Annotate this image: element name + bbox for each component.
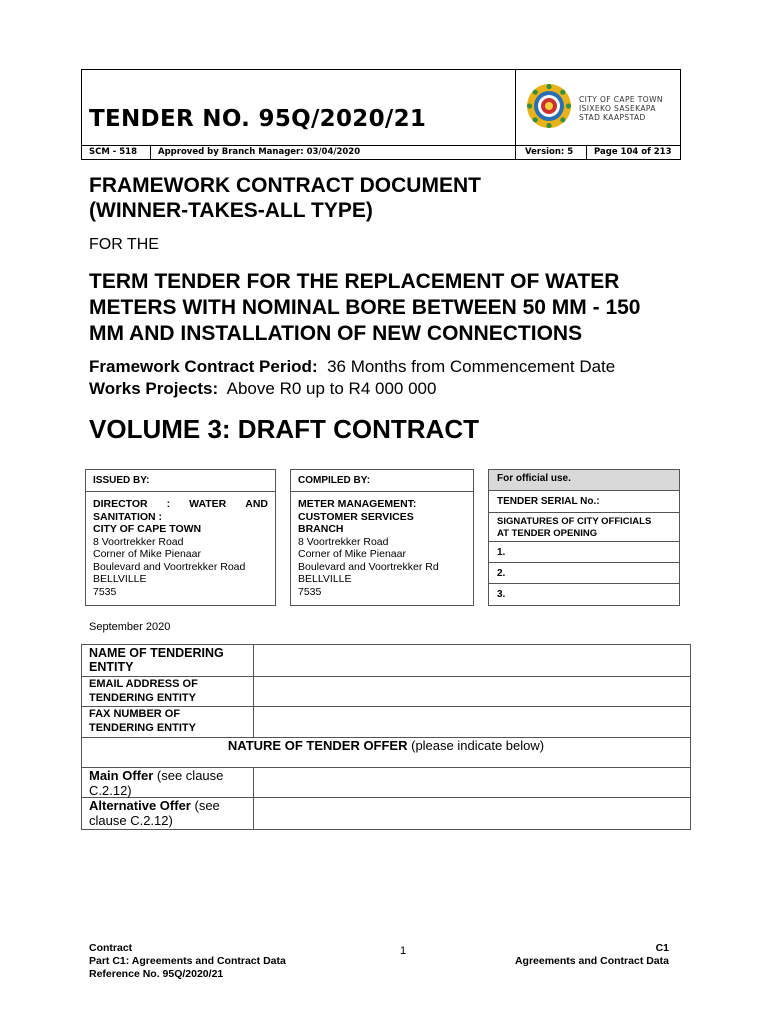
city-name-afrikaans: STAD KAAPSTAD bbox=[579, 113, 646, 122]
contract-period-value: 36 Months from Commencement Date bbox=[327, 357, 616, 376]
footer-line: Contract bbox=[89, 942, 133, 954]
address-line: Corner of Mike Pienaar bbox=[93, 548, 201, 560]
term-title-line: MM AND INSTALLATION OF NEW CONNECTIONS bbox=[89, 322, 583, 345]
tender-number: TENDER NO. 95Q/2020/21 bbox=[89, 106, 427, 132]
alternative-offer-bold: Alternative Offer bbox=[89, 798, 191, 813]
framework-title bbox=[89, 173, 481, 223]
entity-email-field[interactable] bbox=[254, 677, 690, 706]
issued-by-word: AND bbox=[245, 498, 268, 510]
address-line: Boulevard and Voortrekker Road bbox=[93, 560, 246, 573]
city-name-xhosa: ISIXEKO SASEKAPA bbox=[579, 104, 656, 113]
framework-title-line: FRAMEWORK CONTRACT DOCUMENT bbox=[89, 174, 481, 197]
alternative-offer-note: clause C.2.12) bbox=[89, 813, 173, 828]
page-number: 1 bbox=[400, 945, 407, 957]
signature-row: 2. bbox=[489, 563, 679, 584]
issued-by-word: : bbox=[166, 498, 171, 510]
nature-of-offer-heading bbox=[82, 738, 690, 753]
entity-fax-field[interactable] bbox=[254, 707, 690, 737]
contract-period-line bbox=[89, 357, 615, 377]
entity-name-label bbox=[89, 646, 224, 674]
issued-by-word: DIRECTOR bbox=[93, 498, 148, 510]
entity-fax-label bbox=[89, 708, 196, 735]
signatures-heading-line: SIGNATURES OF CITY OFFICIALS bbox=[497, 516, 652, 527]
compiled-by-box bbox=[290, 469, 474, 606]
works-projects-line bbox=[89, 379, 436, 399]
address-line: 7535 bbox=[93, 585, 117, 598]
entity-email-label bbox=[89, 678, 198, 705]
main-offer-bold: Main Offer bbox=[89, 768, 154, 783]
issued-by-line bbox=[93, 498, 268, 511]
issued-by-line: CITY OF CAPE TOWN bbox=[93, 523, 202, 535]
compiled-by-line: BRANCH bbox=[298, 523, 344, 535]
compiled-by-line: METER MANAGEMENT: bbox=[298, 498, 417, 510]
issued-by-line: SANITATION : bbox=[93, 510, 163, 523]
address-line: Corner of Mike Pienaar bbox=[298, 548, 406, 560]
address-line: BELLVILLE bbox=[93, 573, 147, 585]
label-line: FAX NUMBER OF bbox=[89, 708, 181, 720]
entity-name-field[interactable] bbox=[254, 645, 690, 676]
for-the-text: FOR THE bbox=[89, 236, 159, 253]
signatures-heading-line: AT TENDER OPENING bbox=[497, 528, 598, 539]
compiled-by-heading: COMPILED BY: bbox=[291, 470, 473, 492]
header-divider bbox=[82, 145, 680, 146]
footer-right bbox=[515, 942, 669, 968]
contract-period-label: Framework Contract Period: bbox=[89, 357, 318, 376]
term-title-line: TERM TENDER FOR THE REPLACEMENT OF WATER bbox=[89, 270, 620, 293]
tender-serial-field: TENDER SERIAL No.: bbox=[489, 491, 679, 513]
footer-line: C1 bbox=[655, 942, 669, 954]
main-offer-note: (see clause bbox=[153, 768, 224, 783]
issued-by-body bbox=[93, 498, 268, 598]
works-projects-label: Works Projects: bbox=[89, 379, 219, 398]
address-line: Boulevard and Voortrekker Rd bbox=[298, 560, 439, 573]
issued-by-word: WATER bbox=[189, 498, 227, 510]
label-line: TENDERING ENTITY bbox=[89, 691, 196, 704]
nature-heading-note: (please indicate below) bbox=[407, 738, 545, 753]
address-line: 8 Voortrekker Road bbox=[298, 535, 389, 548]
label-line: ENTITY bbox=[89, 660, 134, 674]
nature-heading-bold: NATURE OF TENDER OFFER bbox=[227, 738, 408, 753]
signature-row: 3. bbox=[497, 589, 506, 600]
term-tender-title bbox=[89, 269, 641, 347]
compiled-by-line: CUSTOMER SERVICES bbox=[298, 510, 414, 523]
version-label: Version: 5 bbox=[525, 147, 574, 157]
label-line: TENDERING ENTITY bbox=[89, 721, 196, 734]
header-cell-divider bbox=[586, 145, 587, 159]
address-line: 7535 bbox=[298, 585, 322, 598]
alternative-offer-note: (see bbox=[190, 798, 220, 813]
term-title-line: METERS WITH NOMINAL BORE BETWEEN 50 MM - 150 bbox=[89, 296, 641, 319]
address-line: BELLVILLE bbox=[298, 573, 352, 585]
page-count: Page 104 of 213 bbox=[594, 147, 672, 157]
compiled-by-body bbox=[298, 498, 466, 598]
main-offer-label bbox=[89, 768, 223, 798]
scm-code: SCM - 518 bbox=[89, 147, 138, 157]
issued-by-heading: ISSUED BY: bbox=[86, 470, 275, 492]
footer-left bbox=[89, 942, 286, 981]
approval-note: Approved by Branch Manager: 03/04/2020 bbox=[158, 147, 361, 157]
label-line: EMAIL ADDRESS OF bbox=[89, 678, 198, 690]
header-cell-divider bbox=[150, 145, 151, 159]
footer-line: Part C1: Agreements and Contract Data bbox=[89, 955, 286, 967]
framework-title-line: (WINNER-TAKES-ALL TYPE) bbox=[89, 199, 373, 222]
footer-line: Agreements and Contract Data bbox=[514, 955, 669, 967]
city-of-cape-town-emblem-icon bbox=[526, 83, 572, 129]
main-offer-note: C.2.12) bbox=[89, 783, 132, 798]
city-name-english: CITY OF CAPE TOWN bbox=[579, 95, 663, 104]
main-offer-field[interactable] bbox=[254, 768, 690, 797]
alternative-offer-label bbox=[89, 798, 220, 828]
alternative-offer-field[interactable] bbox=[254, 798, 690, 829]
city-name-block bbox=[579, 95, 663, 122]
tendering-entity-table bbox=[81, 644, 691, 830]
works-projects-value: Above R0 up to R4 000 000 bbox=[226, 379, 437, 398]
document-date: September 2020 bbox=[89, 621, 171, 633]
official-use-box bbox=[488, 469, 680, 606]
address-line: 8 Voortrekker Road bbox=[93, 535, 184, 548]
official-use-heading: For official use. bbox=[489, 470, 679, 491]
signature-row: 1. bbox=[489, 542, 679, 563]
footer-line: Reference No. 95Q/2020/21 bbox=[89, 968, 224, 980]
issued-by-box bbox=[85, 469, 276, 606]
document-header bbox=[81, 69, 681, 160]
label-line: NAME OF TENDERING bbox=[89, 646, 224, 660]
signatures-heading bbox=[489, 513, 679, 542]
volume-title: VOLUME 3: DRAFT CONTRACT bbox=[89, 414, 479, 444]
